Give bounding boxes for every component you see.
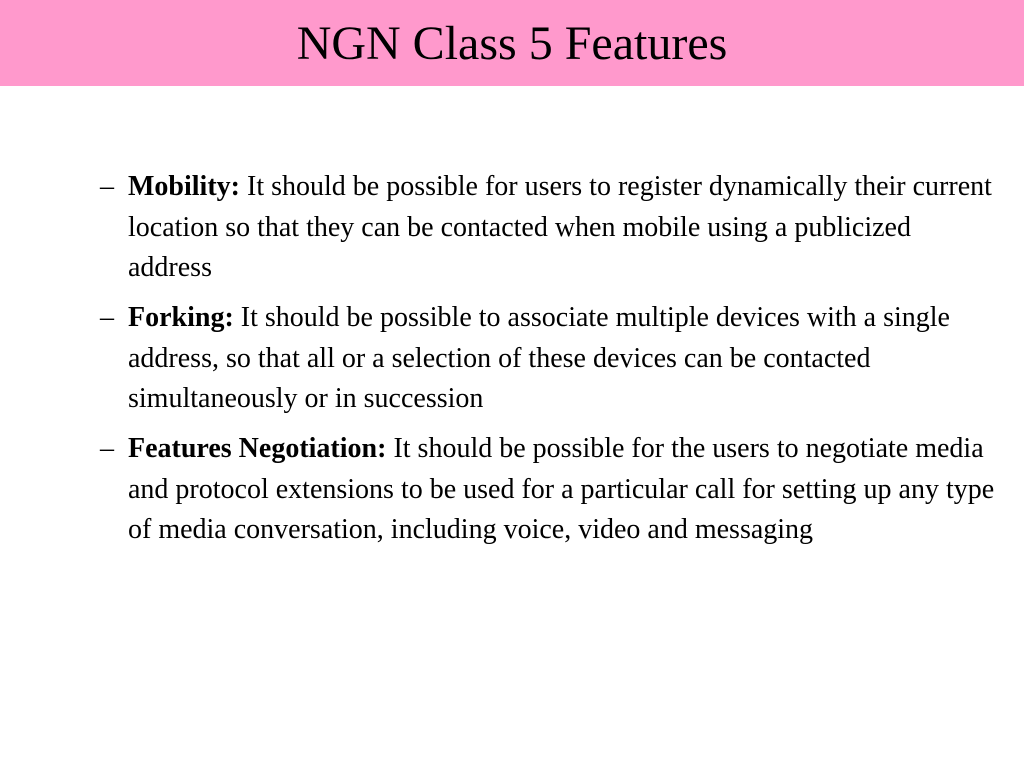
bullet-term: Mobility:	[128, 171, 247, 202]
bullet-term: Forking:	[128, 302, 241, 333]
bullet-term: Features Negotiation:	[128, 433, 394, 464]
bullet-marker: –	[100, 302, 114, 333]
slide-title: NGN Class 5 Features	[296, 17, 728, 70]
bullet-marker: –	[100, 433, 114, 464]
bullet-text: It should be possible for users to register dynamically their current location so that they can be contacted when mobile using a publicized address	[128, 171, 992, 283]
bullet-item-features-negotiation	[100, 429, 1000, 551]
bullet-item-forking	[100, 298, 1000, 420]
bullet-text: It should be possible to associate multiple devices with a single address, so that all or a selection of these devices can be contacted simultaneously or in succession	[128, 302, 950, 414]
bullet-marker: –	[100, 171, 114, 202]
bullet-list	[100, 167, 1000, 560]
bullet-text: It should be possible for the users to negotiate media and protocol extensions to be used for a particular call for setting up any type of media conversation, including voice, video and messaging	[128, 433, 995, 545]
bullet-item-mobility	[100, 167, 1000, 289]
